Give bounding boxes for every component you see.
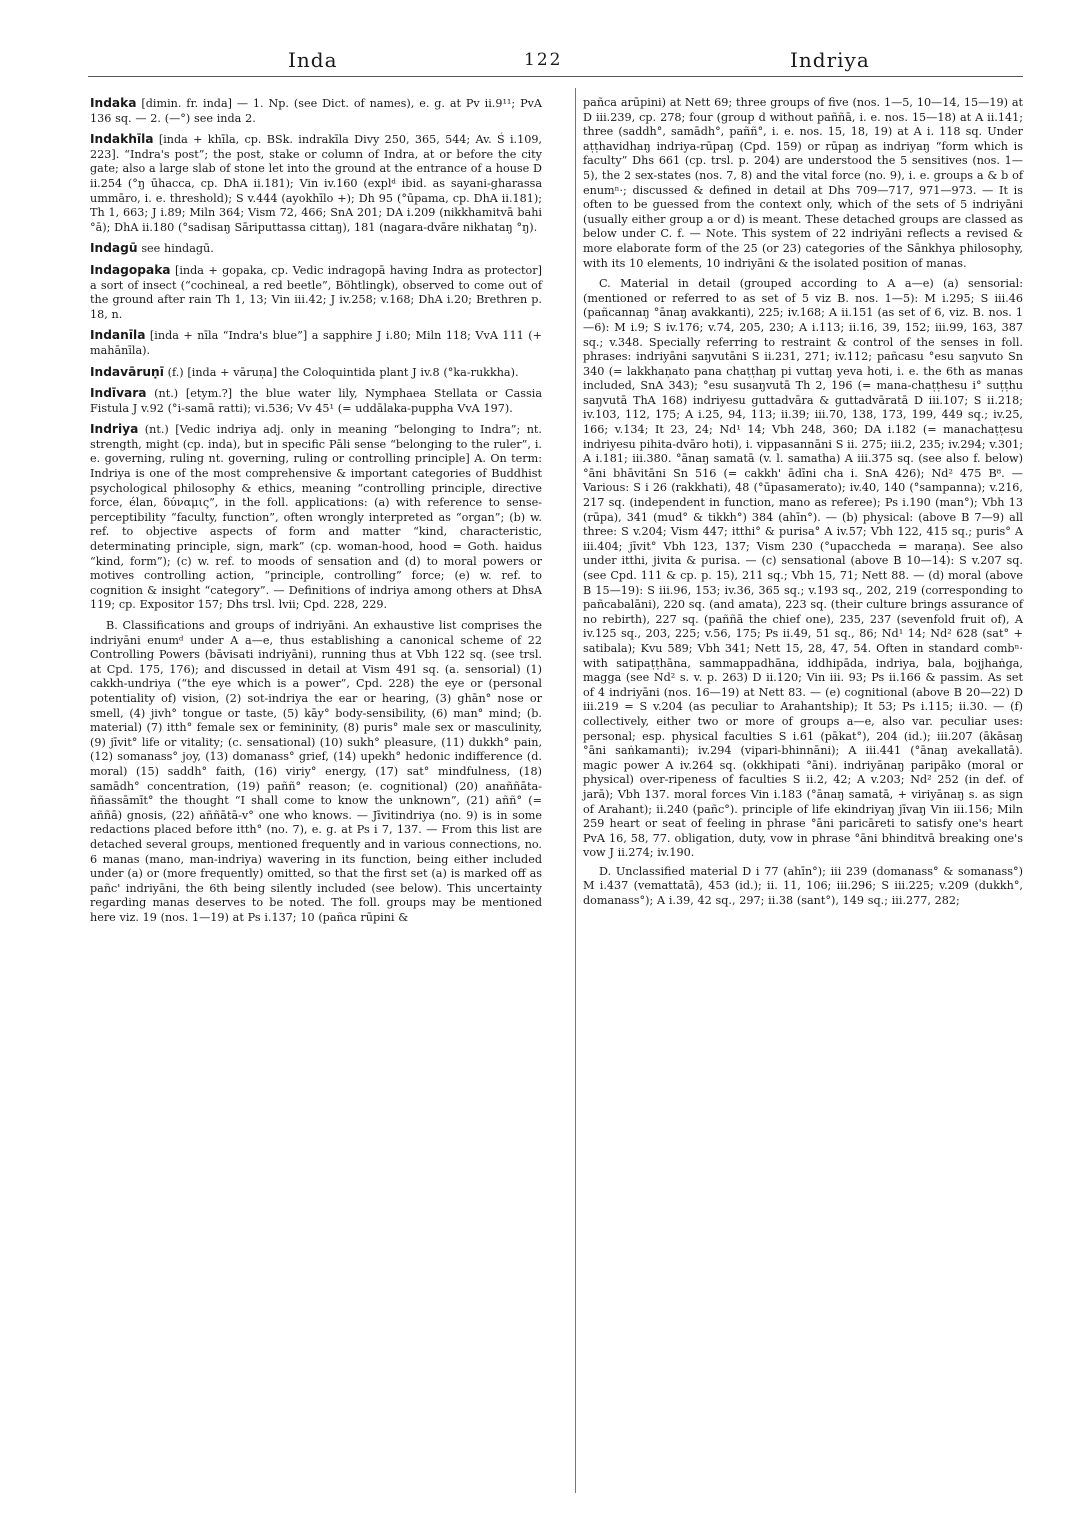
dictionary-entry	[90, 365, 542, 381]
headword: Indaka	[90, 96, 137, 110]
headword: Indriya	[90, 422, 139, 437]
page-header	[88, 40, 1028, 80]
entry-paragraph: C. Material in detail (grouped according to A a—e) (a) sensorial: (mentioned or referred to as set of 5 viz B. nos. 1—5): M i.295; S iii.46 (pañcannaŋ °ānaŋ avakkanti), 225; iv.168; A ii.151 (as set of 6, viz. B. nos. 1—6): M i.9; S iv.176; v.74, 205, 230; A i.113; ii.16, 39, 152; iii.99, 163, 387 sq.; v.348. Specially referring to restraint & control of the senses in foll. phrases: indriyāni saŋvutāni S ii.231, 271; iv.112; pañcasu °esu saŋvuto Sn 340 (= lakkhaṇato pana chaṭṭhaŋ pi vuttaŋ yeva hoti, i. e. the 6th as manas included, SnA 343); °esu susaŋvutā Th 2, 196 (= mana-chaṭṭhesu i° suṭṭhu saŋvutā ThA 168) indriyesu guttadvāra & guttadvāratā D iii.107; S ii.218; iv.103, 112, 175; A i.25, 94, 113; ii.39; iii.70, 138, 173, 199, 449 sq.; iv.25, 166; v.134; It 23, 24; Nd¹ 14; Vbh 248, 360; DA i.182 (= manachaṭṭesu indriyesu pihita-dvāro hoti), i. vippasannāni S ii. 275; iii.2, 235; iv.294; v.301; A i.181; iii.380. °ānaŋ samatā (v. l. samatha) A iii.375 sq. (see also f. below) °āni bhāvitāni Sn 516 (= cakkh' ādīni cha i. SnA 426); Nd² 475 B⁸. — Various: S i 26 (rakkhati), 48 (°ūpasamerato); iv.40, 140 (°sampanna); v.216, 217 sq. (independent in function, mano as referee); Ps i.190 (man°); Vbh 13 (rūpa), 341 (mud° & tikkh°) 384 (ahīn°). — (b) physical: (above B 7—9) all three: S v.204; Vism 447; itthi° & purisa° A iv.57; Vbh 122, 415 sq.; puris° A iii.404; jīvit° Vbh 123, 137; Vism 230 (°upaccheda = maraṇa). See also under itthi, jivita & purisa. — (c) sensational (above B 10—14): S v.207 sq. (see Cpd. 111 & cp. p. 15), 211 sq.; Vbh 15, 71; Nett 88. — (d) moral (above B 15—19): S iii.96, 153; iv.36, 365 sq.; v.193 sq., 202, 219 (corresponding to pañcabalāni), 220 sq. (and amata), 223 sq. (their culture brings assurance of no rebirth), 227 sq. (paññā the chief one), 235, 237 (sevenfold fruit of), A iv.125 sq., 203, 225; v.56, 175; Ps ii.49, 51 sq., 86; Nd¹ 14; Nd² 628 (sat° + satibala); Kvu 589; Vbh 341; Nett 15, 28, 47, 54. Often in standard combⁿ· with satipaṭṭhāna, sammappadhāna, iddhipāda, indriya, bala, bojjhaṅga, magga (see Nd² s. v. p. 263) D ii.120; Vin iii. 93; Ps ii.166 & passim. As set of 4 indriyāni (nos. 16—19) at Nett 83. — (e) cognitional (above B 20—22) D iii.219 = S v.204 (as peculiar to Arahantship); It 53; Ps i.115; ii.30. — (f) collectively, either two or more of groups a—e, also var. peculiar uses: personal; esp. physical faculties S i.61 (pākat°), 204 (id.); iii.207 (ākāsaŋ °āni saṅkamanti); iv.294 (vipari-bhinnāni); A iii.441 (°ānaŋ avekallatā). magic power A iv.264 sq. (okkhipati °āni). indriyānaŋ paripāko (moral or physical) over-ripeness of faculties S ii.2, 42; A v.203; Nd² 252 (in def. of jarā); Vbh 137. moral forces Vin i.183 (°ānaŋ samatā, + viriyānaŋ s. as sign of Arahant); ii.240 (pañc°). principle of life ekindriyaŋ jīvaŋ Vin iii.156; Miln 259 heart or seat of feeling in phrase °āni paricāreti to satisfy one's heart PvA 16, 58, 77. obligation, duty, vow in phrase °āni bhinditvā breaking one's vow J ii.274; iv.190.	[583, 277, 1023, 860]
column-divider	[575, 88, 576, 1493]
headword: Indagopaka	[90, 262, 171, 277]
dictionary-entry	[90, 241, 542, 257]
right-column	[583, 96, 1023, 913]
dictionary-entry	[90, 328, 542, 358]
entry-text: (nt.) [Vedic indriya adj. only in meaning “belonging to Indra”; nt. strength, might (cp. inda), but in specific Pāli sense “belonging to the ruler”, i. e. governing, ruling nt. governing, ruling or controlling principle] A. On term: Indriya is one of the most comprehensive & important categories of Buddhist psychological philosophy & ethics, meaning “controlling principle, directive force, élan, δύναμις”, in the foll. applications: (a) with reference to sense-perceptibility “faculty, function”, often wrongly interpreted as “organ”; (b) w. ref. to objective aspects of form and matter “kind, characteristic, determinating principle, sign, mark” (cp. woman-hood, hood = Goth. haidus “kind, form”); (c) w. ref. to moods of sensation and (d) to moral powers or motives controlling action, “principle, controlling” force; (e) w. ref. to cognition & insight “category”. — Definitions of indriya among others at DhsA 119; cp. Expositor 157; Dhs trsl. lvii; Cpd. 228, 229.	[90, 423, 542, 612]
entry-text: [dimin. fr. inda] — 1. Np. (see Dict. of names), e. g. at Pv ii.9¹¹; PvA 136 sq. — 2. (—°) see inda 2.	[90, 97, 542, 125]
dictionary-entry	[90, 96, 542, 126]
dictionary-entry	[90, 422, 542, 613]
entry-text: [inda + khīla, cp. BSk. indrakīla Divy 250, 365, 544; Av. Ś i.109, 223]. “Indra's post”; the post, stake or column of Indra, at or before the city gate; also a large slab of stone let into the ground at the entrance of a house D ii.254 (°ŋ ūhacca, cp. DhA ii.181); Vin iv.160 (explᵈ ibid. as sayani-gharassa ummāro, i. e. threshold); S v.444 (ayokhīlo +); Dh 95 (°ūpama, cp. DhA ii.181); Th 1, 663; J i.89; Miln 364; Vism 72, 466; SnA 201; DA i.209 (nikkhamitvā bahi °ā); DhA ii.180 (°sadisaŋ Sāriputtassa cittaŋ), 181 (nagara-dvāre nikhataŋ °ŋ).	[90, 133, 542, 234]
headword: Indavāruṇī	[90, 364, 164, 379]
running-head-right: Indriya	[790, 48, 870, 72]
entry-text: [inda + gopaka, cp. Vedic indragopā having Indra as protector] a sort of insect (“cochineal, a red beetle”, Böhtlingk), observed to come out of the ground after rain Th 1, 13; Vin iii.42; J iv.258; v.168; DhA i.20; Brethren p. 18, n.	[90, 263, 542, 321]
entry-text: see hindagū.	[137, 242, 214, 256]
entry-continuation: pañca arūpini) at Nett 69; three groups of five (nos. 1—5, 10—14, 15—19) at D iii.239, cp. 278; four (group d without paññā, i. e. nos. 15—18) at A ii.141; three (saddh°, samādh°, paññ°, i. e. nos. 15, 18, 19) at A i. 118 sq. Under aṭṭhavidhaŋ indriya-rūpaŋ (Cpd. 159) or rūpaŋ as indriyaŋ “form which is faculty” Dhs 661 (cp. trsl. p. 204) are understood the 5 sensitives (nos. 1—5), the 2 sex-states (nos. 7, 8) and the vital force (no. 9), i. e. groups a & b of enumⁿ·; discussed & defined in detail at Dhs 709—717, 971—973. — It is often to be guessed from the context only, which of the sets of 5 indriyāni (usually either group a or d) is meant. These detached groups are classed as below under C. f. — Note. This system of 22 indriyāni reflects a revised & more elaborate form of the 25 (or 23) categories of the Sānkhya philosophy, with its 10 elements, 10 indriyāni & the isolated position of manas.	[583, 96, 1023, 270]
dictionary-entry	[90, 386, 542, 416]
dictionary-entry	[90, 132, 542, 235]
entry-text: [inda + nīla “Indra's blue”] a sapphire J i.80; Miln 118; VvA 111 (+ mahānīla).	[90, 329, 542, 357]
headword: Indagū	[90, 241, 138, 256]
dictionary-entry	[90, 263, 542, 322]
header-rule	[88, 76, 1023, 77]
entry-paragraph: D. Unclassified material D i 77 (ahīn°); iii 239 (domanass° & somanass°) M i.437 (vemattatā), 453 (id.); ii. 11, 106; iii.296; S iii.225; v.209 (dukkh°, domanass°); A i.39, 42 sq., 297; ii.38 (sant°), 149 sq.; iii.277, 282;	[583, 864, 1023, 908]
entry-text: (f.) [inda + vāruṇa] the Coloquintida plant J iv.8 (°ka-rukkha).	[163, 365, 519, 379]
running-head-left: Inda	[288, 48, 338, 72]
headword: Indīvara	[90, 386, 147, 401]
headword: Indanīla	[90, 328, 146, 343]
page-number: 122	[524, 50, 563, 70]
entry-text: (nt.) [etym.?] the blue water lily, Nymphaea Stellata or Cassia Fistula J v.92 (°i-samā ratti); vi.536; Vv 45¹ (= uddālaka-puppha VvA 197).	[90, 387, 542, 415]
left-column	[90, 96, 542, 929]
headword: Indakhīla	[90, 132, 154, 147]
entry-paragraph: B. Classifications and groups of indriyāni. An exhaustive list comprises the indriyāni enumᵈ under A a—e, thus establishing a canonical scheme of 22 Controlling Powers (bāvisati indriyāni), running thus at Vbh 122 sq. (see trsl. at Cpd. 175, 176); and discussed in detail at Vism 491 sq. (a. sensorial) (1) cakkh-undriya (“the eye which is a power”, Cpd. 228) the eye or (personal potentiality of) vision, (2) sot-indriya the ear or hearing, (3) ghān° nose or smell, (4) jivh° tongue or taste, (5) kāy° body-sensibility, (6) man° mind; (b. material) (7) itth° female sex or femininity, (8) puris° male sex or masculinity, (9) jīvit° life or vitality; (c. sensational) (10) sukh° pleasure, (11) dukkh° pain, (12) somanass° joy, (13) domanass° grief, (14) upekh° hedonic indifference (d. moral) (15) saddh° faith, (16) viriy° energy, (17) sat° mindfulness, (18) samādh° concentration, (19) paññ° reason; (e. cognitional) (20) anaññāta-ññassāmīt° the thought “I shall come to know the unknown”, (21) aññ° (= aññā) gnosis, (22) aññātā-v° one who knows. — Jīvitindriya (no. 9) is in some redactions placed before itth° (no. 7), e. g. at Ps i 7, 137. — From this list are detached several groups, mentioned frequently and in various connections, no. 6 manas (mano, man-indriya) wavering in its function, being either included under (a) or (more frequently) omitted, so that the first set (a) is marked off as pañc' indriyāni, the 6th being silently included (see below). This uncertainty regarding manas deserves to be noted. The foll. groups may be mentioned here viz. 19 (nos. 1—19) at Ps i.137; 10 (pañca rūpini &	[90, 619, 542, 924]
